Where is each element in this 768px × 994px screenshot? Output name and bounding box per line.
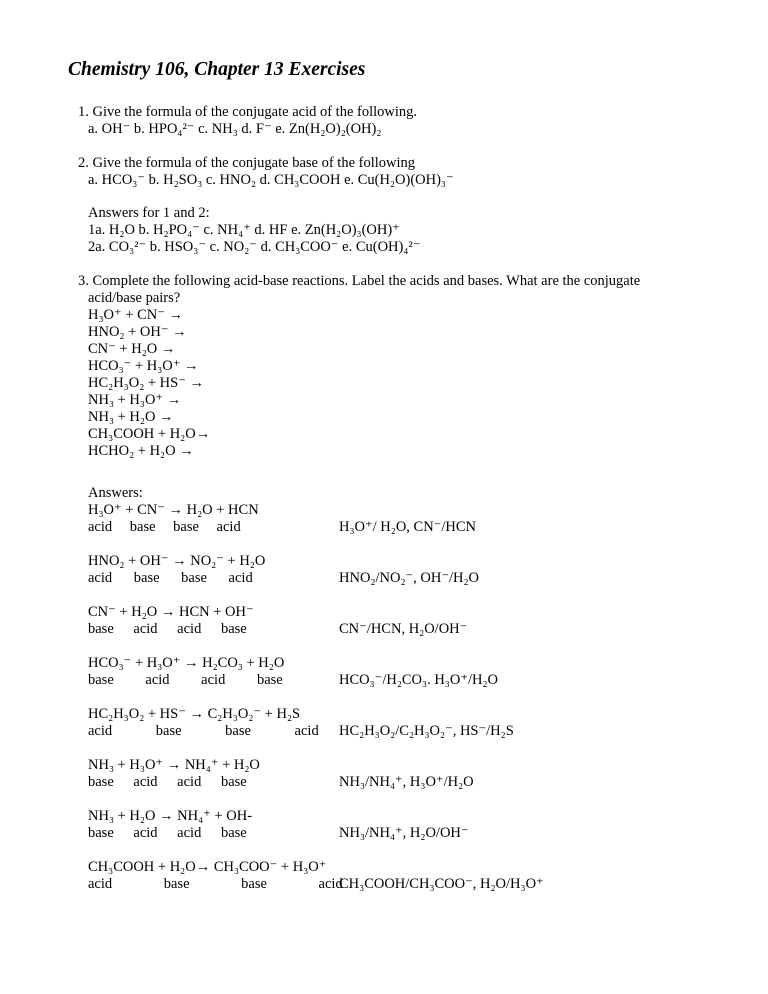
answer-labels: base acid acid base — [88, 621, 247, 637]
question-1-prompt: 1. Give the formula of the conjugate acid of the following. — [78, 104, 418, 120]
reaction-item: HCO₃⁻ + H₃O⁺ → — [88, 358, 199, 374]
answers-3-heading: Answers: — [88, 485, 143, 501]
answer-equation: HCO₃⁻ + H₃O⁺ → H₂CO₃ + H₂O — [88, 655, 285, 671]
answer-equation: CN⁻ + H₂O → HCN + OH⁻ — [88, 604, 254, 620]
answers-1-2-heading: Answers for 1 and 2: — [88, 205, 210, 221]
answer-labels: base acid acid base — [88, 774, 247, 790]
answer-equation: NH₃ + H₂O → NH₄⁺ + OH- — [88, 808, 253, 824]
answers-2-line: 2a. CO₃²⁻ b. HSO₃⁻ c. NO₂⁻ d. CH₃COO⁻ e. Cu(OH)₄²⁻ — [88, 239, 421, 255]
answer-equation: CH₃COOH + H₂O→ CH₃COO⁻ + H₃O⁺ — [88, 859, 327, 875]
question-3-prompt-line2: acid/base pairs? — [88, 290, 181, 306]
answer-labels: acid base base acid — [88, 570, 253, 586]
page-title: Chemistry 106, Chapter 13 Exercises — [68, 59, 366, 80]
answer-pairs: NH₃/NH₄⁺, H₂O/OH⁻ — [339, 825, 469, 841]
answer-labels: acid base base acid — [88, 519, 241, 535]
answers-1-line: 1a. H₂O b. H₂PO₄⁻ c. NH₄⁺ d. HF e. Zn(H₂O)₃(OH)⁺ — [88, 222, 400, 238]
question-1-items: a. OH⁻ b. HPO₄²⁻ c. NH₃ d. F⁻ e. Zn(H₂O)₂(OH)₂ — [88, 121, 382, 137]
answer-pairs: HC₂H₃O₂/C₂H₃O₂⁻, HS⁻/H₂S — [339, 723, 514, 739]
answer-pairs: NH₃/NH₄⁺, H₃O⁺/H₂O — [339, 774, 474, 790]
answer-pairs: H₃O⁺/ H₂O, CN⁻/HCN — [339, 519, 476, 535]
question-3-prompt-line1: 3. Complete the following acid-base reactions. Label the acids and bases. What are the conjugate — [78, 273, 641, 289]
reaction-item: HCHO₂ + H₂O → — [88, 443, 194, 459]
answer-labels: base acid acid base — [88, 825, 247, 841]
answer-labels: acid base base acid — [88, 723, 319, 739]
reaction-item: NH₃ + H₂O → — [88, 409, 174, 425]
reaction-item: CH₃COOH + H₂O→ — [88, 426, 211, 442]
answer-equation: H₃O⁺ + CN⁻ → H₂O + HCN — [88, 502, 259, 518]
reaction-item: HNO₂ + OH⁻ → — [88, 324, 187, 340]
answer-pairs: HCO₃⁻/H₂CO₃. H₃O⁺/H₂O — [339, 672, 499, 688]
reaction-item: HC₂H₃O₂ + HS⁻ → — [88, 375, 204, 391]
reaction-item: H₃O⁺ + CN⁻ → — [88, 307, 184, 323]
answer-labels: acid base base acid — [88, 876, 343, 892]
answer-labels: base acid acid base — [88, 672, 283, 688]
answer-equation: HC₂H₃O₂ + HS⁻ → C₂H₃O₂⁻ + H₂S — [88, 706, 301, 722]
answer-equation: HNO₂ + OH⁻ → NO₂⁻ + H₂O — [88, 553, 266, 569]
reaction-item: NH₃ + H₃O⁺ → — [88, 392, 182, 408]
answer-pairs: CH₃COOH/CH₃COO⁻, H₂O/H₃O⁺ — [339, 876, 544, 892]
question-2-prompt: 2. Give the formula of the conjugate base of the following — [78, 155, 416, 171]
answer-equation: NH₃ + H₃O⁺ → NH₄⁺ + H₂O — [88, 757, 260, 773]
answer-pairs: CN⁻/HCN, H₂O/OH⁻ — [339, 621, 468, 637]
question-2-items: a. HCO₃⁻ b. H₂SO₃ c. HNO₂ d. CH₃COOH e. Cu(H₂O)(OH)₃⁻ — [88, 172, 454, 188]
reaction-item: CN⁻ + H₂O → — [88, 341, 176, 357]
answer-pairs: HNO₂/NO₂⁻, OH⁻/H₂O — [339, 570, 480, 586]
